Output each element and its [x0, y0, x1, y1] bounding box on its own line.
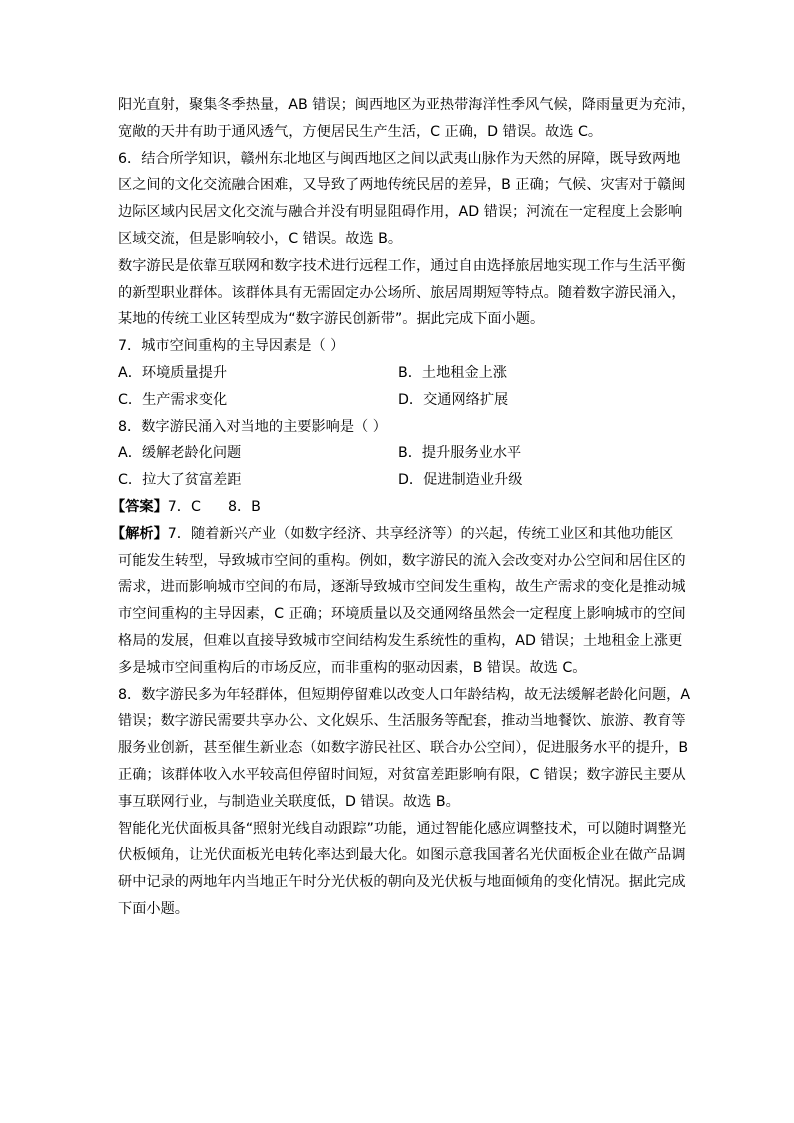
- question-8-option-d: D．促进制造业升级: [398, 472, 523, 489]
- text-line: 下面小题。: [118, 900, 189, 917]
- text-line: 服务业创新，甚至催生新业态（如数字游民社区、联合办公空间），促进服务水平的提升，B: [118, 740, 689, 757]
- text-line: 6．结合所学知识，赣州东北地区与闽西地区之间以武夷山脉作为天然的屏障，既导致两地: [118, 150, 681, 167]
- question-7-option-c: C．生产需求变化: [118, 391, 228, 408]
- text-line: 智能化光伏面板具备“照射光线自动跟踪”功能，通过智能化感应调整技术，可以随时调整光: [118, 820, 687, 837]
- text-line: 边际区域内民居文化交流与融合并没有明显阻碍作用，AD 错误；河流在一定程度上会影响: [118, 204, 683, 221]
- analysis-label: 【解析】: [111, 525, 168, 542]
- question-7-option-a: A．环境质量提升: [118, 364, 228, 381]
- text-line: 事互联网行业，与制造业关联度低，D 错误。故选 B。: [118, 793, 460, 810]
- text-line: 阳光直射，聚集冬季热量，AB 错误；闽西地区为亚热带海洋性季风气候，降雨量更为充沛，: [118, 97, 696, 113]
- text-line: 可能发生转型，导致城市空间的重构。例如，数字游民的流入会改变对办公空间和居住区的: [118, 552, 686, 569]
- text-line: 的新型职业群体。该群体具有无需固定办公场所、旅居周期短等特点。随着数字游民涌入，: [118, 284, 686, 301]
- text-line: 多是城市空间重构后的市场反应，而非重构的驱动因素，B 错误。故选 C。: [118, 659, 587, 676]
- text-line: 数字游民是依靠互联网和数字技术进行远程工作，通过自由选择旅居地实现工作与生活平衡: [118, 257, 686, 274]
- answer-text: 7．C 8．B: [167, 498, 261, 515]
- question-8-options-row-2: [118, 467, 678, 494]
- text-line: 市空间重构的主导因素，C 正确；环境质量以及交通网络虽然会一定程度上影响城市的空间: [118, 606, 686, 623]
- text-line: 区之间的文化交流融合困难，又导致了两地传统民居的差异，B 正确；气候、灾害对于赣闽: [118, 177, 686, 194]
- answer-line: [111, 494, 678, 521]
- question-8-option-c: C．拉大了贫富差距: [118, 472, 242, 489]
- text-line: 格局的发展，但难以直接导致城市空间结构发生系统性的重构，AD 错误；土地租金上涨更: [118, 632, 683, 649]
- text-line: 宽敞的天井有助于通风透气，方便居民生产生活，C 正确，D 错误。故选 C。: [118, 123, 603, 140]
- text-line: 正确；该群体收入水平较高但停留时间短，对贫富差距影响有限，C 错误；数字游民主要从: [118, 766, 686, 783]
- text-line: 研中记录的两地年内当地正午时分光伏板的朝向及光伏板与地面倾角的变化情况。据此完成: [118, 874, 686, 891]
- document-body: [111, 92, 696, 923]
- text-line: 需求，进而影响城市空间的布局，逐渐导致城市空间发生重构，故生产需求的变化是推动城: [118, 579, 686, 596]
- text-line: 伏板倾角，让光伏面板光电转化率达到最大化。如图示意我国著名光伏面板企业在做产品调: [118, 847, 686, 864]
- question-7-option-b: B．土地租金上涨: [398, 364, 508, 381]
- analysis-text: 7．随着新兴产业（如数字经济、共享经济等）的兴起，传统工业区和其他功能区: [167, 525, 674, 542]
- text-line: 某地的传统工业区转型成为“数字游民创新带”。据此完成下面小题。: [118, 311, 545, 328]
- text-line: 区域交流，但是影响较小，C 错误。故选 B。: [118, 230, 403, 247]
- question-8-stem: 8．数字游民涌入对当地的主要影响是（ ）: [118, 418, 387, 435]
- question-8-option-a: A．缓解老龄化问题: [118, 445, 242, 462]
- question-7-stem: 7．城市空间重构的主导因素是（ ）: [118, 338, 345, 355]
- question-8-option-b: B．提升服务业水平: [398, 445, 522, 462]
- analysis-first-line: [111, 521, 678, 548]
- text-line: 错误；数字游民需要共享办公、文化娱乐、生活服务等配套，推动当地餐饮、旅游、教育等: [118, 713, 686, 730]
- question-8-options-row-1: [118, 440, 678, 467]
- question-7-options-row-2: [118, 387, 678, 414]
- answer-label: 【答案】: [111, 498, 168, 515]
- question-7-option-d: D．交通网络扩展: [398, 391, 509, 408]
- question-7-options-row-1: [118, 360, 678, 387]
- text-line: 8．数字游民多为年轻群体，但短期停留难以改变人口年龄结构，故无法缓解老龄化问题，A: [118, 686, 691, 703]
